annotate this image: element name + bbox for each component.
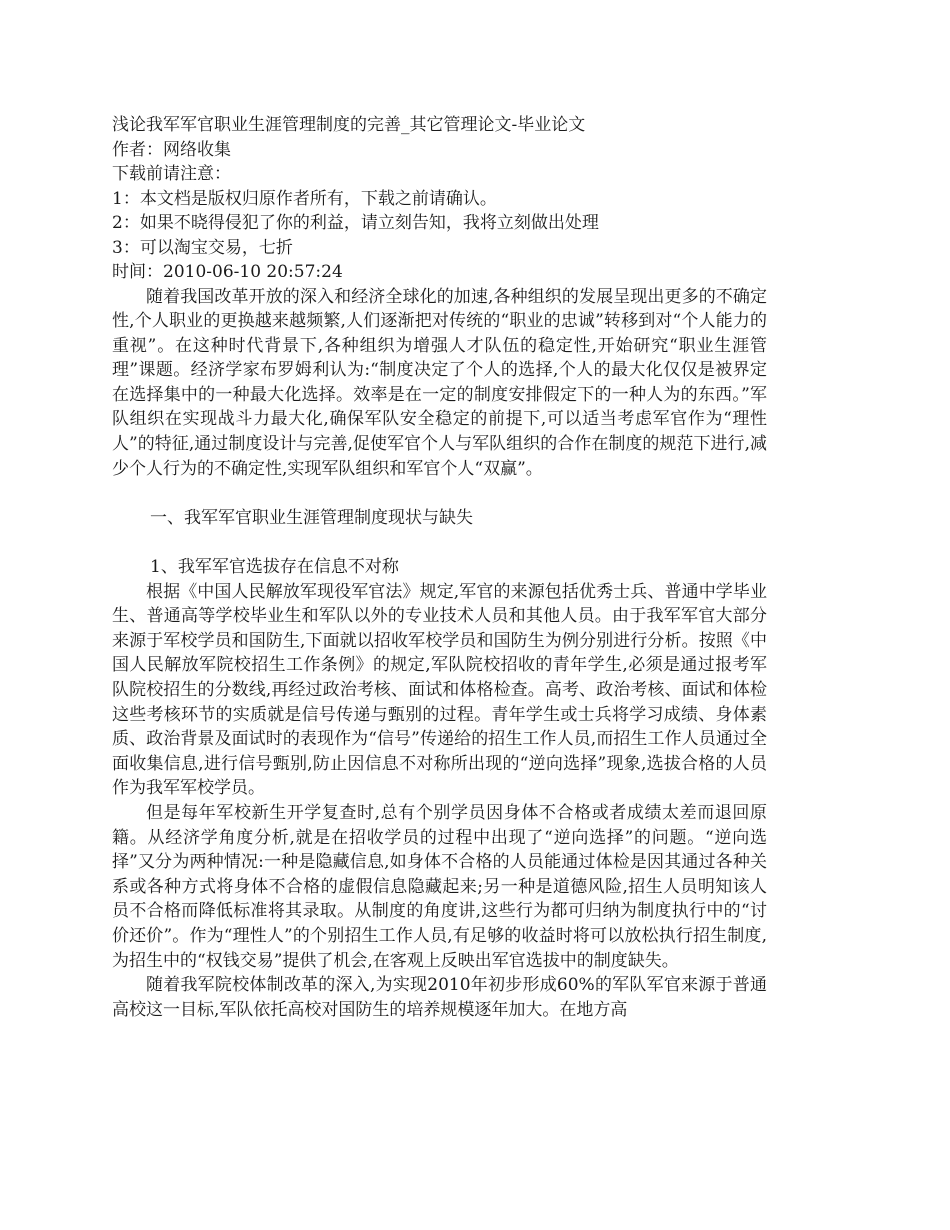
subsection-heading: 1、我军军官选拔存在信息不对称	[150, 557, 399, 578]
time-line: 时间：2010-06-10 20:57:24	[112, 262, 343, 282]
document-page	[112, 113, 767, 1022]
body-paragraph: 根据《中国人民解放军现役军官法》规定,军官的来源包括优秀士兵、普通中学毕业生、普通高等学校毕业生和军队以外的专业技术人员和其他人员。由于我军军官大部分来源于军校学员和国防生,下面就以招收军校学员和国防生为例分别进行分析。按照《中国人民解放军院校招生工作条例》的规定,军队院校招收的青年学生,必须是通过报考军队院校招生的分数线,再经过政治考核、面试和体格检查。高考、政治考核、面试和体检这些考核环节的实质就是信号传递与甄别的过程。青年学生或士兵将学习成绩、身体素质、政治背景及面试时的表现作为“信号”传递给的招生工作人员,而招生工作人员通过全面收集信息,进行信号甄别,防止因信息不对称所出现的“逆向选择”现象,选拔合格的人员作为我军军校学员。	[112, 581, 767, 799]
author-line: 作者：网络收集	[112, 139, 231, 160]
intro-paragraph: 随着我国改革开放的深入和经济全球化的加速,各种组织的发展呈现出更多的不确定性,个人职业的更换越来越频繁,人们逐渐把对传统的“职业的忠诚”转移到对“个人能力的重视”。在这种时代背景下,各种组织为增强人才队伍的稳定性,开始研究“职业生涯管理”课题。经济学家布罗姆利认为:“制度决定了个人的选择,个人的最大化仅仅是被界定在选择集中的一种最大化选择。效率是在一定的制度安排假定下的一种人为的东西。”军队组织在实现战斗力最大化,确保军队安全稳定的前提下,可以适当考虑军官作为“理性人”的特征,通过制度设计与完善,促使军官个人与军队组织的合作在制度的规范下进行,减少个人行为的不确定性,实现军队组织和军官个人“双赢”。	[112, 286, 767, 479]
spacer	[112, 481, 767, 506]
section-heading: 一、我军军官职业生涯管理制度现状与缺失	[150, 507, 473, 528]
spacer	[112, 530, 767, 555]
body-paragraph: 但是每年军校新生开学复查时,总有个别学员因身体不合格或者成绩太差而退回原籍。从经济学角度分析,就是在招收学员的过程中出现了“逆向选择”的问题。“逆向选择”又分为两种情况:一种是隐藏信息,如身体不合格的人员能通过体检是因其通过各种关系或各种方式将身体不合格的虚假信息隐藏起来;另一种是道德风险,招生人员明知该人员不合格而降低标准将其录取。从制度的角度讲,这些行为都可归纳为制度执行中的“讨价还价”。作为“理性人”的个别招生工作人员,有足够的收益时将可以放松执行招生制度,为招生中的“权钱交易”提供了机会,在客观上反映出军官选拔中的制度缺失。	[112, 802, 767, 971]
body-paragraph: 随着我军院校体制改革的深入,为实现2010年初步形成60%的军队军官来源于普通高校这一目标,军队依托高校对国防生的培养规模逐年加大。在地方高	[112, 975, 767, 1020]
notice-heading: 下载前请注意：	[112, 164, 231, 184]
notice-item: 1：本文档是版权归原作者所有，下载之前请确认。	[112, 188, 497, 209]
notice-item: 3：可以淘宝交易，七折	[112, 237, 293, 258]
notice-item: 2：如果不晓得侵犯了你的利益，请立刻告知，我将立刻做出处理	[112, 213, 599, 233]
document-title: 浅论我军军官职业生涯管理制度的完善_其它管理论文-毕业论文	[112, 115, 586, 135]
